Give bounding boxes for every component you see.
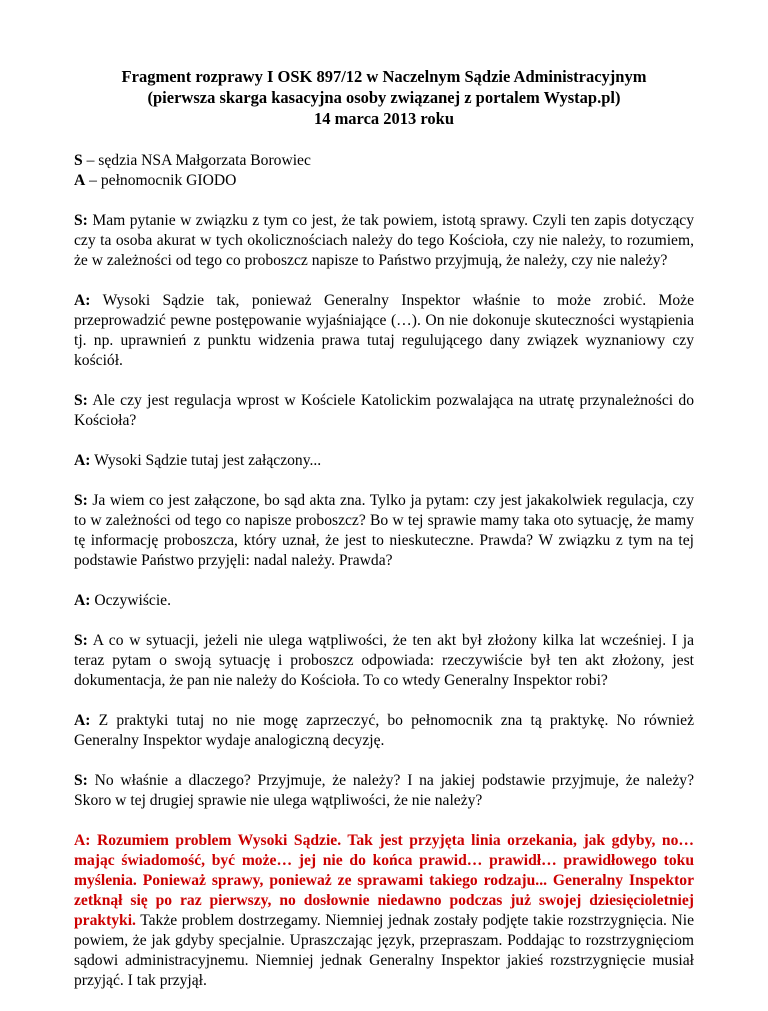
title-line-1: Fragment rozprawy I OSK 897/12 w Naczelnym Sądzie Administracyjnym [121,67,647,86]
highlight-text: Rozumiem problem Wysoki Sądzie. Tak jest przyjęta linia orzekania, jak gdyby, no… mając świadomość, być może… jej nie do końca prawid… prawidł… prawidłowego toku myślenia. Ponieważ sprawy, ponieważ ze sprawami takiego rodzaju... Generalny Inspektor zetknął się po raz pierwszy, no dosłownie niedawno podczas już swojej dziesięcioletniej praktyki. [74,832,694,929]
speaker-label: S: [74,212,88,229]
title-date: 14 marca 2013 roku [313,109,455,128]
dialogue-text: Oczywiście. [90,592,172,609]
dialogue-paragraph [74,491,694,571]
final-answer-paragraph [74,831,694,991]
dialogue-text: Wysoki Sądzie tak, ponieważ Generalny Inspektor właśnie to może zrobić. Może przeprowadzić pewne postępowanie wyjaśniające (…). On nie dokonuje skuteczności wystąpienia tj. np. uprawnień z punktu widzenia prawa tutaj regulującego dany związek wyznaniowy czy kościół. [74,292,694,369]
dialogue-text: Także problem dostrzegamy. Niemniej jednak zostały podjęte takie rozstrzygnięcia. Nie powiem, że jak gdyby specjalnie. Upraszczając język, przepraszam. Poddając to rozstrzygnięciom sądowi administracyjnemu. Niemniej jednak Generalny Inspektor jakieś rozstrzygnięcie musiał przyjąć. I tak przyjął. [74,912,694,989]
participant-code: A [74,172,86,189]
title-line-2: (pierwsza skarga kasacyjna osoby związanej z portalem Wystap.pl) [147,88,621,107]
dialogue-paragraph [74,451,694,471]
dialogue-paragraph [74,771,694,811]
speaker-label: A: [74,592,91,609]
speaker-label: A: [74,292,91,309]
participant-desc: – pełnomocnik GIODO [85,172,237,189]
participant-desc: – sędzia NSA Małgorzata Borowiec [82,152,311,169]
dialogue-paragraph [74,631,694,691]
dialogue-text: Mam pytanie w związku z tym co jest, że tak powiem, istotą sprawy. Czyli ten zapis dotyczący czy ta osoba akurat w tych okolicznościach należy do tego Kościoła, czy nie należy, to rozumiem, że w zależności od tego co proboszcz napisze to Państwo przyjmują, że należy, czy nie należy? [74,212,694,269]
dialogue-paragraph [74,211,694,271]
dialogue-text: Wysoki Sądzie tutaj jest załączony... [90,452,322,469]
speaker-label: S: [74,632,88,649]
dialogue-text: Ale czy jest regulacja wprost w Kościele Katolickim pozwalająca na utratę przynależności do Kościoła? [74,392,694,429]
dialogue-paragraph [74,711,694,751]
participant-judge [74,151,694,171]
highlight-speaker-label: A: [74,832,91,849]
dialogue-text: Z praktyki tutaj no nie mogę zaprzeczyć, bo pełnomocnik zna tą praktykę. No również Generalny Inspektor wydaje analogiczną decyzję. [74,712,694,749]
dialogue-paragraph [74,591,694,611]
participant-attorney [74,171,694,191]
speaker-label: A: [74,712,91,729]
document-title [74,66,694,129]
dialogue-text: No właśnie a dlaczego? Przyjmuje, że należy? I na jakiej podstawie przyjmuje, że należy? Skoro w tej drugiej sprawie nie ulega wątpliwości, że nie należy? [74,772,694,809]
dialogue-text: Ja wiem co jest załączone, bo sąd akta zna. Tylko ja pytam: czy jest jakakolwiek regulacja, czy to w zależności od tego co napisze proboszcz? Bo w tej sprawie mamy taka oto sytuację, że mamy tę informację proboszcza, który uznał, że jest to nieskuteczne. Prawda? W związku z tym na tej podstawie Państwo przyjęli: nadal należy. Prawda? [74,492,694,569]
speaker-label: S: [74,492,88,509]
dialogue-paragraph [74,391,694,431]
dialogue-paragraph [74,291,694,371]
dialogue-text: A co w sytuacji, jeżeli nie ulega wątpliwości, że ten akt był złożony kilka lat wcześniej. I ja teraz pytam o swoją sytuację i proboszcz odpowiada: rzeczywiście był ten akt złożony, jest dokumentacja, że pan nie należy do Kościoła. To co wtedy Generalny Inspektor robi? [74,632,694,689]
participant-code: S [74,152,83,169]
document-page [74,66,694,1011]
speaker-label: S: [74,392,88,409]
speaker-label: S: [74,772,88,789]
speaker-label: A: [74,452,91,469]
participants-list [74,151,694,191]
